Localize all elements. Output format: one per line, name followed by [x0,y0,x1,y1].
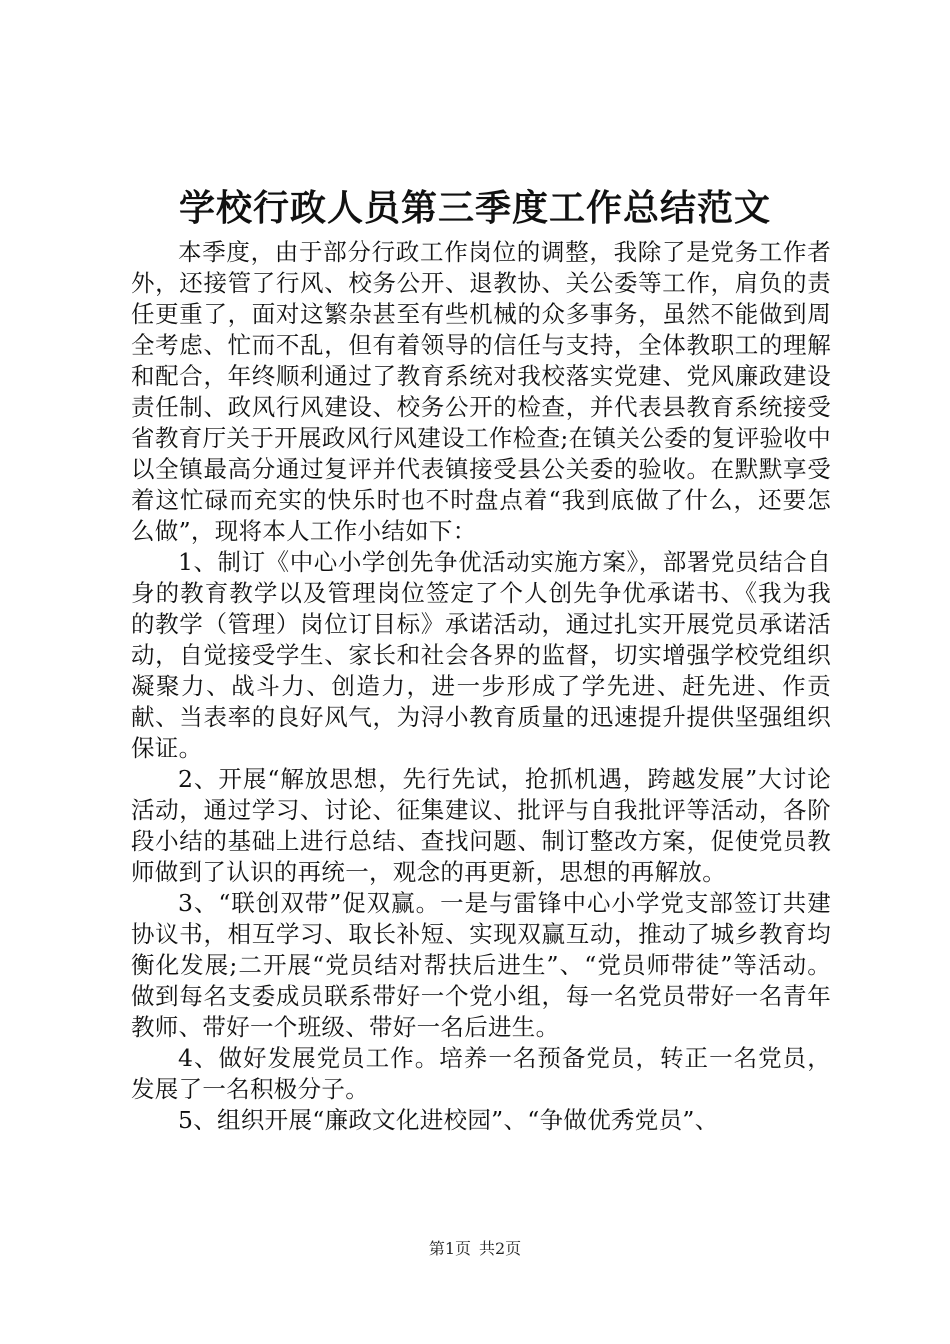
paragraph-item-3: 3、“联创双带”促双赢。一是与雷锋中心小学党支部签订共建协议书，相互学习、取长补短、实现双赢互动，推动了城乡教育均衡化发展;二开展“党员结对帮扶后进生”、“党员师带徒”等活动。做到每名支委成员联系带好一个党小组，每一名党员带好一名青年教师、带好一个班级、带好一名后进生。 [131,889,831,1041]
paragraph-intro: 本季度，由于部分行政工作岗位的调整，我除了是党务工作者外，还接管了行风、校务公开、退教协、关公委等工作，肩负的责任更重了，面对这繁杂甚至有些机械的众多事务，虽然不能做到周全考虑、忙而不乱，但有着领导的信任与支持，全体教职工的理解和配合，年终顺利通过了教育系统对我校落实党建、党风廉政建设责任制、政风行风建设、校务公开的检查，并代表县教育系统接受省教育厅关于开展政风行风建设工作检查;在镇关公委的复评验收中以全镇最高分通过复评并代表镇接受县公关委的验收。在默默享受着这忙碌而充实的快乐时也不时盘点着“我到底做了什么，还要怎么做”，现将本人工作小结如下： [131,238,831,545]
paragraph-item-4: 4、做好发展党员工作。培养一名预备党员，转正一名党员，发展了一名积极分子。 [131,1044,831,1103]
paragraph-item-5: 5、组织开展“廉政文化进校园”、“争做优秀党员”、 [178,1106,719,1134]
paragraph-item-2: 2、开展“解放思想，先行先试，抢抓机遇，跨越发展”大讨论活动，通过学习、讨论、征集建议、批评与自我批评等活动，各阶段小结的基础上进行总结、查找问题、制订整改方案，促使党员教师做到了认识的再统一，观念的再更新，思想的再解放。 [131,765,831,886]
document-title: 学校行政人员第三季度工作总结范文 [178,187,771,229]
page-total: 共2页 [479,1239,522,1258]
page-footer [0,1238,950,1260]
document-body [131,237,831,1136]
page-number: 第1页 [428,1239,471,1258]
paragraph-item-1: 1、制订《中心小学创先争优活动实施方案》，部署党员结合自身的教育教学以及管理岗位签定了个人创先争优承诺书、《我为我的教学（管理）岗位订目标》承诺活动，通过扎实开展党员承诺活动，自觉接受学生、家长和社会各界的监督，切实增强学校党组织凝聚力、战斗力、创造力，进一步形成了学先进、赶先进、作贡献、当表率的良好风气，为浔小教育质量的迅速提升提供坚强组织保证。 [131,548,831,762]
